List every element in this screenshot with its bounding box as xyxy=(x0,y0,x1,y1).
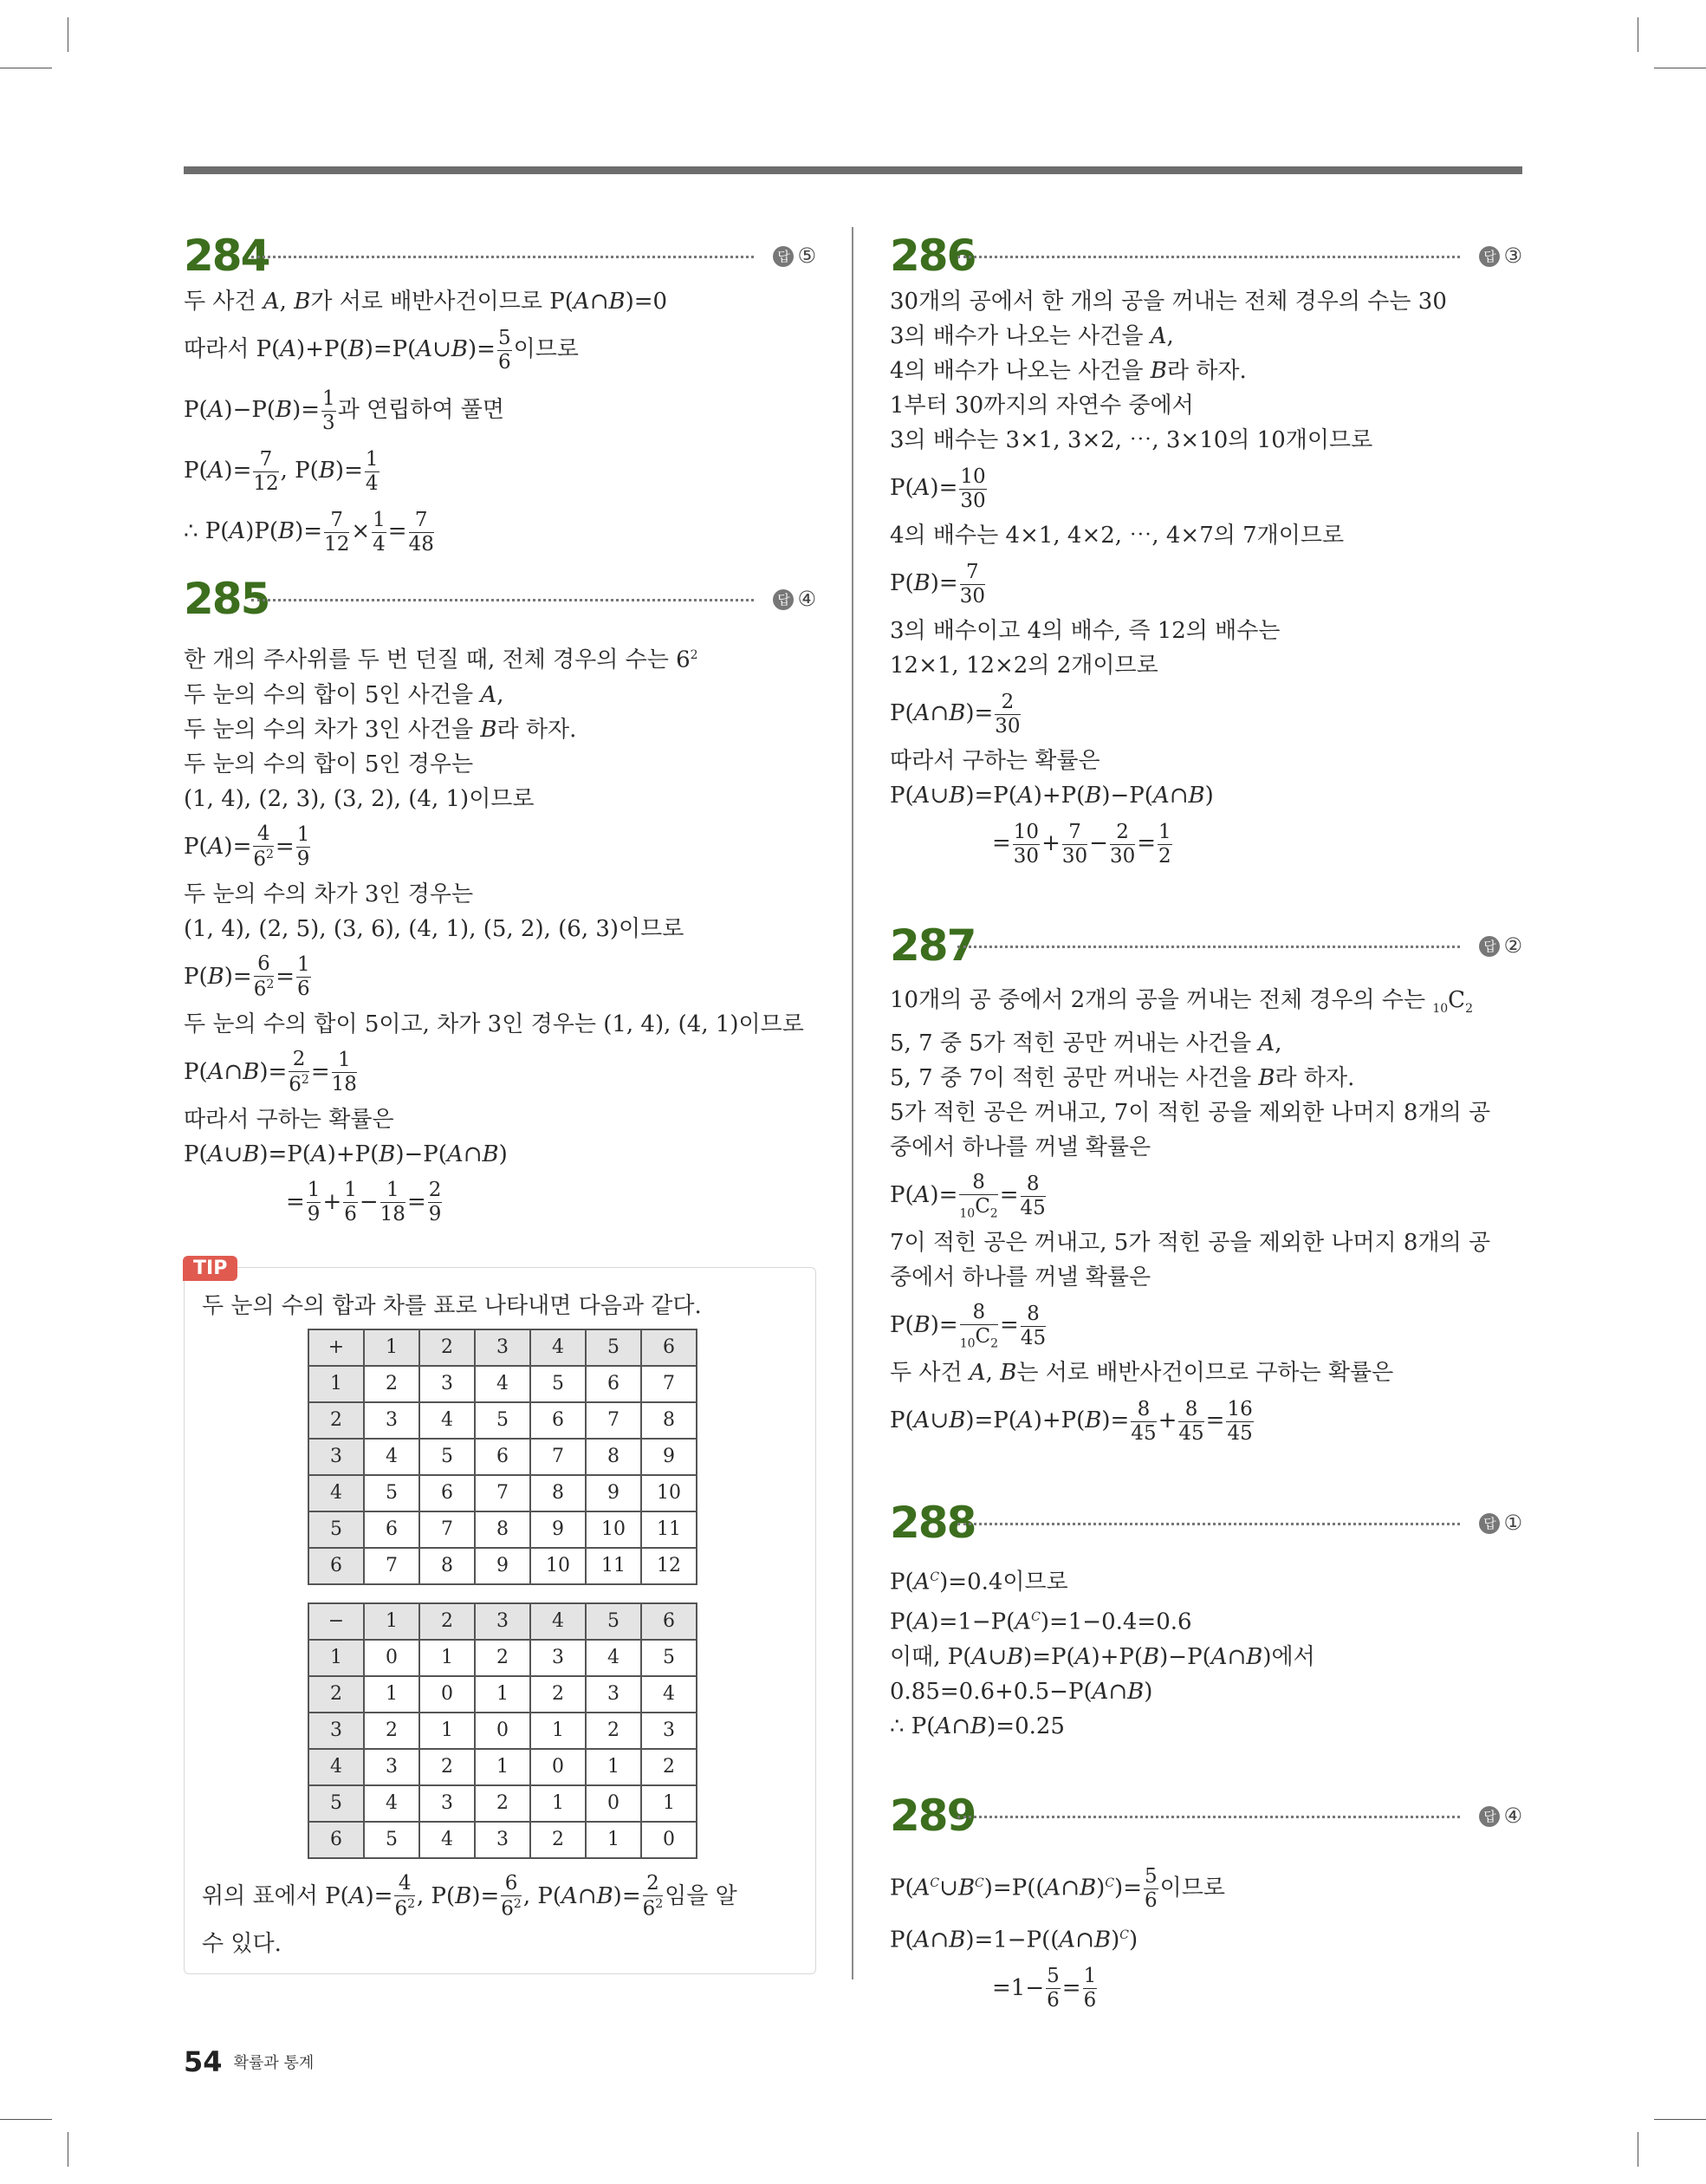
table-cell: 4 xyxy=(586,1640,641,1676)
solution-line: 0.85=0.6+0.5−P(A∩B) xyxy=(890,1678,1153,1705)
table-cell: 8 xyxy=(475,1511,530,1548)
solution-line: 5, 7 중 7이 적힌 공만 꺼내는 사건을 B라 하자. xyxy=(890,1065,1355,1092)
solution-line: P(B)= $\frac{8}{_{10}C_2}$ = $\frac{8}{45}$ xyxy=(890,1300,1047,1351)
answer-badge xyxy=(1479,933,1522,959)
solution-line: 두 사건 A, B는 서로 배반사건이므로 구하는 확률은 xyxy=(890,1360,1394,1387)
solution-line: P(A∩B)= $\frac{2}{30}$ xyxy=(890,690,1021,738)
solution-line: 한 개의 주사위를 두 번 던질 때, 전체 경우의 수는 $6^2$ xyxy=(184,647,698,673)
page-number: 54 xyxy=(184,2045,223,2078)
table-cell: 3 xyxy=(419,1785,475,1822)
table-cell: 3 xyxy=(475,1603,530,1640)
table-cell: 3 xyxy=(475,1822,530,1858)
table-cell: 3 xyxy=(586,1676,641,1713)
problem-header xyxy=(890,1494,1522,1551)
problem-header xyxy=(184,227,816,284)
leader-dots xyxy=(251,256,754,258)
solution-line: =1− $\frac{5}{6}$ = $\frac{1}{6}$ xyxy=(992,1965,1097,2012)
solution-body xyxy=(890,1853,1522,2018)
solution-line: P(B)= $\frac{7}{30}$ xyxy=(890,560,985,608)
table-cell: 5 xyxy=(308,1511,364,1548)
solution-line: 12×1, 12×2의 2개이므로 xyxy=(890,653,1158,679)
table-cell: 5 xyxy=(586,1603,641,1640)
table-cell: 1 xyxy=(586,1822,641,1858)
table-cell: 2 xyxy=(419,1329,475,1366)
table-cell: 4 xyxy=(641,1676,697,1713)
table-cell: 5 xyxy=(641,1640,697,1676)
table-cell: 5 xyxy=(419,1439,475,1475)
table-cell: 7 xyxy=(364,1548,419,1584)
table-cell: 9 xyxy=(641,1439,697,1475)
solution-line: $P(A^C)=0.4$이므로 xyxy=(890,1569,1068,1596)
solution-line: $P(A^C\cup B^C)=P((A\cap B)^C)=$ $\frac{5}{6}$ 이므로 xyxy=(890,1864,1225,1912)
table-cell: 2 xyxy=(364,1366,419,1402)
table-cell: 4 xyxy=(364,1439,419,1475)
answer-value: ① xyxy=(1503,1511,1522,1536)
answer-icon: 답 xyxy=(1479,246,1500,267)
table-row xyxy=(308,1603,697,1640)
table-cell: 1 xyxy=(364,1676,419,1713)
solution-line: P(A)−P(B)= $\frac{1}{3}$ 과 연립하여 풀면 xyxy=(184,387,505,434)
solution-line: 따라서 구하는 확률은 xyxy=(890,748,1100,774)
leader-dots xyxy=(957,256,1460,258)
problem-number: 287 xyxy=(890,920,976,971)
table-cell: 7 xyxy=(419,1511,475,1548)
solution-line: 10개의 공 중에서 2개의 공을 꺼내는 전체 경우의 수는 $_{10}C_2$ xyxy=(890,987,1473,1017)
solution-line: P(A)= $\frac{7}{12}$ , P(B)= $\frac{1}{4}$ xyxy=(184,447,379,495)
solution-line: 두 눈의 수의 합이 5인 경우는 xyxy=(184,751,474,777)
table-cell: 8 xyxy=(586,1439,641,1475)
table-cell: 1 xyxy=(364,1603,419,1640)
table-cell: 1 xyxy=(530,1785,586,1822)
table-cell: 6 xyxy=(308,1548,364,1584)
answer-badge xyxy=(1479,1510,1522,1536)
answer-icon: 답 xyxy=(1479,936,1500,957)
table-cell: 9 xyxy=(475,1548,530,1584)
table-cell: 0 xyxy=(641,1822,697,1858)
solution-line: 중에서 하나를 꺼낼 확률은 xyxy=(890,1134,1151,1161)
problem-284 xyxy=(184,227,816,562)
table-cell: 1 xyxy=(308,1640,364,1676)
table-cell: 2 xyxy=(586,1713,641,1749)
table-cell: 6 xyxy=(364,1511,419,1548)
solution-body xyxy=(184,638,816,1232)
solution-line: 이때, P(A∪B)=P(A)+P(B)−P(A∩B)에서 xyxy=(890,1643,1315,1670)
solution-body xyxy=(184,284,816,562)
table-cell: 0 xyxy=(475,1713,530,1749)
table-cell: 7 xyxy=(641,1366,697,1402)
solution-line: 두 눈의 수의 합이 5인 사건을 A, xyxy=(184,681,504,708)
table-cell: 4 xyxy=(530,1603,586,1640)
table-cell: 3 xyxy=(364,1749,419,1785)
table-cell: 1 xyxy=(308,1366,364,1402)
table-cell: 4 xyxy=(308,1749,364,1785)
table-cell: 2 xyxy=(308,1676,364,1713)
table-cell: 2 xyxy=(641,1749,697,1785)
solution-body xyxy=(890,284,1522,874)
crop-mark xyxy=(0,2119,52,2120)
table-cell: + xyxy=(308,1329,364,1366)
solution-line: 따라서 구하는 확률은 xyxy=(184,1106,394,1133)
problem-number: 284 xyxy=(184,231,269,281)
table-cell: 12 xyxy=(641,1548,697,1584)
column-divider xyxy=(852,227,853,1979)
table-row xyxy=(308,1511,697,1548)
answer-value: ④ xyxy=(797,587,816,611)
problem-285 xyxy=(184,570,816,1974)
solution-line: 5가 적힌 공은 꺼내고, 7이 적힌 공을 제외한 나머지 8개의 공 xyxy=(890,1100,1491,1127)
table-row xyxy=(308,1822,697,1858)
table-cell: 11 xyxy=(586,1548,641,1584)
table-row xyxy=(308,1439,697,1475)
table-row xyxy=(308,1640,697,1676)
crop-mark xyxy=(1654,2119,1706,2120)
problem-287 xyxy=(890,917,1522,1451)
table-cell: 8 xyxy=(530,1475,586,1511)
solution-line: P(A)= $\frac{4}{6^2}$ = $\frac{1}{9}$ xyxy=(184,822,310,871)
header-rule xyxy=(184,166,1522,174)
table-cell: 3 xyxy=(308,1439,364,1475)
solution-line: 4의 배수는 4×1, 4×2, ⋯, 4×7의 7개이므로 xyxy=(890,523,1345,549)
problem-289 xyxy=(890,1787,1522,2018)
answer-icon: 답 xyxy=(1479,1806,1500,1827)
table-cell: 0 xyxy=(419,1676,475,1713)
table-cell: 6 xyxy=(308,1822,364,1858)
table-cell: 1 xyxy=(530,1713,586,1749)
table-cell: 2 xyxy=(308,1402,364,1439)
sum-table xyxy=(308,1329,697,1585)
tip-box xyxy=(184,1257,816,1974)
answer-value: ⑤ xyxy=(797,244,816,268)
solution-line: 3의 배수이고 4의 배수, 즉 12의 배수는 xyxy=(890,618,1281,644)
table-cell: 10 xyxy=(586,1511,641,1548)
answer-value: ④ xyxy=(1503,1803,1522,1828)
table-cell: 5 xyxy=(364,1822,419,1858)
problem-number: 285 xyxy=(184,574,269,624)
solution-line: P(A∩B)=1−P((A∩B)$^C$) xyxy=(890,1927,1138,1953)
solution-line: 두 눈의 수의 차가 3인 경우는 xyxy=(184,881,474,907)
table-cell: 6 xyxy=(641,1603,697,1640)
table-cell: 2 xyxy=(419,1603,475,1640)
solution-line: (1, 4), (2, 3), (3, 2), (4, 1)이므로 xyxy=(184,785,535,812)
table-cell: 9 xyxy=(530,1511,586,1548)
table-cell: − xyxy=(308,1603,364,1640)
solution-body xyxy=(890,983,1522,1451)
solution-line: 1부터 30까지의 자연수 중에서 xyxy=(890,393,1194,419)
table-cell: 8 xyxy=(641,1402,697,1439)
solution-line: 두 눈의 수의 차가 3인 사건을 B라 하자. xyxy=(184,716,577,743)
tip-conclusion: 위의 표에서 P(A)= $\frac{4}{6^2}$ , P(B)= $\frac{6}{6^2}$ , P(A∩B)= $\frac{2}{6^2}$ 임을 알 xyxy=(202,1872,737,1921)
solution-line: (1, 4), (2, 5), (3, 6), (4, 1), (5, 2), (6, 3)이므로 xyxy=(184,915,684,942)
solution-line: ∴ P(A)P(B)= $\frac{7}{12}$ × $\frac{1}{4}$ = $\frac{7}{48}$ xyxy=(184,508,434,556)
answer-badge xyxy=(773,586,816,612)
table-row xyxy=(308,1749,697,1785)
answer-value: ② xyxy=(1503,933,1522,958)
solution-line: = $\frac{1}{9}$ + $\frac{1}{6}$ − $\frac{1}{18}$ = $\frac{2}{9}$ xyxy=(286,1179,442,1226)
leader-dots xyxy=(957,1523,1460,1525)
table-cell: 3 xyxy=(364,1402,419,1439)
table-cell: 0 xyxy=(364,1640,419,1676)
table-cell: 2 xyxy=(475,1640,530,1676)
table-cell: 1 xyxy=(419,1640,475,1676)
solution-line: P(A)= $\frac{10}{30}$ xyxy=(890,465,986,512)
table-cell: 8 xyxy=(419,1548,475,1584)
table-cell: 6 xyxy=(419,1475,475,1511)
solution-line: 30개의 공에서 한 개의 공을 꺼내는 전체 경우의 수는 30 xyxy=(890,289,1447,315)
solution-line: 4의 배수가 나오는 사건을 B라 하자. xyxy=(890,358,1247,384)
solution-line: 따라서 P(A)+P(B)=P(A∪B)= $\frac{5}{6}$ 이므로 xyxy=(184,326,579,374)
table-cell: 3 xyxy=(530,1640,586,1676)
solution-line: P(A∩B)= $\frac{2}{6^2}$ = $\frac{1}{18}$ xyxy=(184,1048,357,1096)
answer-icon: 답 xyxy=(1479,1513,1500,1534)
table-cell: 1 xyxy=(364,1329,419,1366)
table-cell: 10 xyxy=(530,1548,586,1584)
problem-number: 288 xyxy=(890,1498,976,1549)
page-footer xyxy=(184,2045,314,2078)
solution-line: 3의 배수가 나오는 사건을 A, xyxy=(890,323,1174,349)
solution-line: 3의 배수는 3×1, 3×2, ⋯, 3×10의 10개이므로 xyxy=(890,427,1373,453)
table-cell: 3 xyxy=(641,1713,697,1749)
table-cell: 6 xyxy=(586,1366,641,1402)
table-cell: 4 xyxy=(475,1366,530,1402)
problem-number: 286 xyxy=(890,231,976,281)
table-cell: 2 xyxy=(364,1713,419,1749)
answer-badge xyxy=(1479,243,1522,269)
table-cell: 3 xyxy=(475,1329,530,1366)
table-cell: 5 xyxy=(475,1402,530,1439)
solution-line: 두 눈의 수의 합이 5이고, 차가 3인 경우는 (1, 4), (4, 1)이므로 xyxy=(184,1011,804,1037)
solution-line: 두 사건 A, B가 서로 배반사건이므로 P(A∩B)=0 xyxy=(184,289,668,315)
table-cell: 3 xyxy=(308,1713,364,1749)
solution-line: ∴ P(A∩B)=0.25 xyxy=(890,1713,1065,1739)
table-cell: 5 xyxy=(586,1329,641,1366)
table-cell: 7 xyxy=(586,1402,641,1439)
table-row xyxy=(308,1713,697,1749)
table-cell: 2 xyxy=(419,1749,475,1785)
table-cell: 4 xyxy=(308,1475,364,1511)
problem-288 xyxy=(890,1494,1522,1743)
answer-icon: 답 xyxy=(773,589,794,610)
table-row xyxy=(308,1402,697,1439)
left-column xyxy=(184,227,816,1974)
solution-line: P(A∪B)=P(A)+P(B)−P(A∩B) xyxy=(184,1141,508,1167)
table-cell: 4 xyxy=(364,1785,419,1822)
table-cell: 0 xyxy=(586,1785,641,1822)
solution-body xyxy=(890,1560,1522,1743)
solution-line: P(A)= $\frac{8}{_{10}C_2}$ = $\frac{8}{45}$ xyxy=(890,1170,1046,1221)
table-cell: 7 xyxy=(475,1475,530,1511)
table-cell: 1 xyxy=(419,1713,475,1749)
table-cell: 11 xyxy=(641,1511,697,1548)
table-cell: 5 xyxy=(364,1475,419,1511)
solution-line: = $\frac{10}{30}$ + $\frac{7}{30}$ − $\frac{2}{30}$ = $\frac{1}{2}$ xyxy=(992,820,1171,868)
table-row xyxy=(308,1366,697,1402)
table-row xyxy=(308,1329,697,1366)
solution-line: 중에서 하나를 꺼낼 확률은 xyxy=(890,1264,1151,1291)
table-cell: 5 xyxy=(530,1366,586,1402)
subject-title: 확률과 통계 xyxy=(233,2054,315,2072)
table-cell: 0 xyxy=(530,1749,586,1785)
table-cell: 6 xyxy=(530,1402,586,1439)
table-cell: 4 xyxy=(419,1822,475,1858)
table-cell: 4 xyxy=(530,1329,586,1366)
right-column xyxy=(890,227,1522,2018)
solution-line: 5, 7 중 5가 적힌 공만 꺼내는 사건을 A, xyxy=(890,1030,1282,1057)
table-cell: 6 xyxy=(641,1329,697,1366)
problem-286 xyxy=(890,227,1522,874)
table-cell: 2 xyxy=(530,1676,586,1713)
problem-header xyxy=(890,917,1522,974)
solution-line: $P(A)=1-P(A^C)=1-0.4=0.6$ xyxy=(890,1609,1192,1635)
solution-line: 7이 적힌 공은 꺼내고, 5가 적힌 공을 제외한 나머지 8개의 공 xyxy=(890,1230,1491,1257)
table-cell: 10 xyxy=(641,1475,697,1511)
table-cell: 1 xyxy=(475,1749,530,1785)
problem-number: 289 xyxy=(890,1790,976,1841)
table-cell: 7 xyxy=(530,1439,586,1475)
difference-table xyxy=(308,1602,697,1859)
leader-dots xyxy=(251,599,754,601)
answer-icon: 답 xyxy=(773,246,794,267)
table-row xyxy=(308,1676,697,1713)
problem-header xyxy=(184,570,816,627)
tip-intro: 두 눈의 수의 합과 차를 표로 나타내면 다음과 같다. xyxy=(202,1292,702,1319)
table-cell: 2 xyxy=(475,1785,530,1822)
table-cell: 3 xyxy=(419,1366,475,1402)
table-row xyxy=(308,1475,697,1511)
answer-value: ③ xyxy=(1503,244,1522,268)
table-cell: 2 xyxy=(530,1822,586,1858)
table-cell: 6 xyxy=(475,1439,530,1475)
leader-dots xyxy=(957,946,1460,948)
problem-header xyxy=(890,1787,1522,1844)
solution-line: P(B)= $\frac{6}{6^2}$ = $\frac{1}{6}$ xyxy=(184,952,310,1001)
tip-label: TIP xyxy=(183,1256,237,1281)
table-cell: 1 xyxy=(586,1749,641,1785)
problem-header xyxy=(890,227,1522,284)
table-cell: 9 xyxy=(586,1475,641,1511)
table-cell: 4 xyxy=(419,1402,475,1439)
table-row xyxy=(308,1785,697,1822)
table-row xyxy=(308,1548,697,1584)
leader-dots xyxy=(957,1816,1460,1818)
solution-line: P(A∪B)=P(A)+P(B)−P(A∩B) xyxy=(890,783,1214,809)
table-cell: 5 xyxy=(308,1785,364,1822)
answer-badge xyxy=(773,243,816,269)
tip-conclusion-end: 수 있다. xyxy=(202,1930,282,1957)
table-cell: 1 xyxy=(641,1785,697,1822)
table-cell: 1 xyxy=(475,1676,530,1713)
solution-line: P(A∪B)=P(A)+P(B)= $\frac{8}{45}$ + $\frac{8}{45}$ = $\frac{16}{45}$ xyxy=(890,1397,1253,1445)
answer-badge xyxy=(1479,1803,1522,1829)
